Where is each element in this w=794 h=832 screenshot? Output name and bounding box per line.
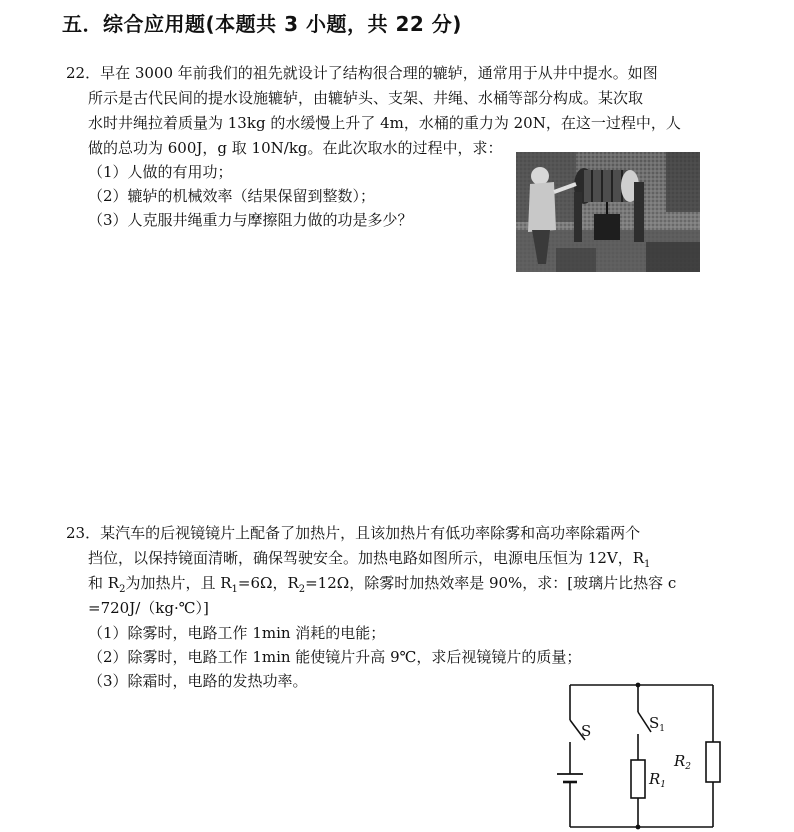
label-s: S [581, 722, 592, 740]
label-r1-main: R [649, 770, 661, 788]
section-title: 五．综合应用题(本题共 3 小题，共 22 分) [62, 12, 462, 36]
q23-sub-1: （1）除雾时，电路工作 1min 消耗的电能； [88, 624, 386, 642]
q22-line-4: 做的总功为 600J，g 取 10N/kg。在此次取水的过程中，求： [88, 139, 503, 157]
junction-top [636, 683, 641, 688]
q23-line-3-g: =12Ω，除雾时加热效率是 90%，求：[玻璃片比热容 c [305, 574, 677, 592]
q23-line-3-a: 和 R [88, 574, 120, 592]
q22-sub-2: （2）辘轳的机械效率（结果保留到整数）； [88, 187, 376, 205]
q23-line-3-b: 2 [119, 584, 126, 595]
label-r1 [648, 770, 666, 790]
resistor-r2 [706, 742, 720, 782]
q23-line-2-text: 挡位，以保持镜面清晰，确保驾驶安全。加热电路如图所示，电源电压恒为 12V，R [88, 549, 644, 567]
q23-line-1: 23．某汽车的后视镜镜片上配备了加热片，且该加热片有低功率除雾和高功率除霜两个 [66, 524, 641, 542]
junction-bottom [636, 825, 641, 830]
q22-line-1: 22．早在 3000 年前我们的祖先就设计了结构很合理的辘轳，通常用于从井中提水。如图 [66, 64, 658, 82]
windlass-photo-image [516, 152, 700, 272]
q23-sub-3: （3）除霜时，电路的发热功率。 [88, 672, 308, 690]
label-s1-main: S [649, 714, 660, 732]
q22-sub-1: （1）人做的有用功； [88, 163, 233, 181]
q23-line-3-e: =6Ω，R [237, 574, 299, 592]
q22-line-3: 水时井绳拉着质量为 13kg 的水缓慢上升了 4m，水桶的重力为 20N，在这一过程中，人 [88, 114, 681, 132]
label-s1 [649, 714, 665, 734]
label-r1-sub: 1 [660, 780, 667, 790]
label-r2 [673, 752, 691, 772]
q23-line-3-f: 2 [298, 584, 306, 595]
label-r2-main: R [673, 752, 686, 770]
windlass-photo [516, 152, 700, 272]
label-r2-sub: 2 [685, 762, 691, 772]
q23-sub-2: （2）除雾时，电路工作 1min 能使镜片升高 9℃，求后视镜镜片的质量； [88, 648, 582, 666]
q23-line-4: =720J/（kg·℃）] [88, 599, 209, 617]
resistor-r1 [631, 760, 645, 798]
label-s1-sub: 1 [659, 724, 666, 734]
q22-line-2: 所示是古代民间的提水设施辘轳，由辘轳头、支架、井绳、水桶等部分构成。某次取 [88, 89, 644, 107]
q23-line-3-c: 为加热片，且 R [125, 574, 232, 592]
q23-line-3-d: 1 [231, 584, 238, 595]
q22-sub-3: （3）人克服井绳重力与摩擦阻力做的功是多少？ [88, 211, 413, 229]
q23-line-2-sub: 1 [644, 559, 651, 570]
circuit-diagram [545, 680, 725, 832]
